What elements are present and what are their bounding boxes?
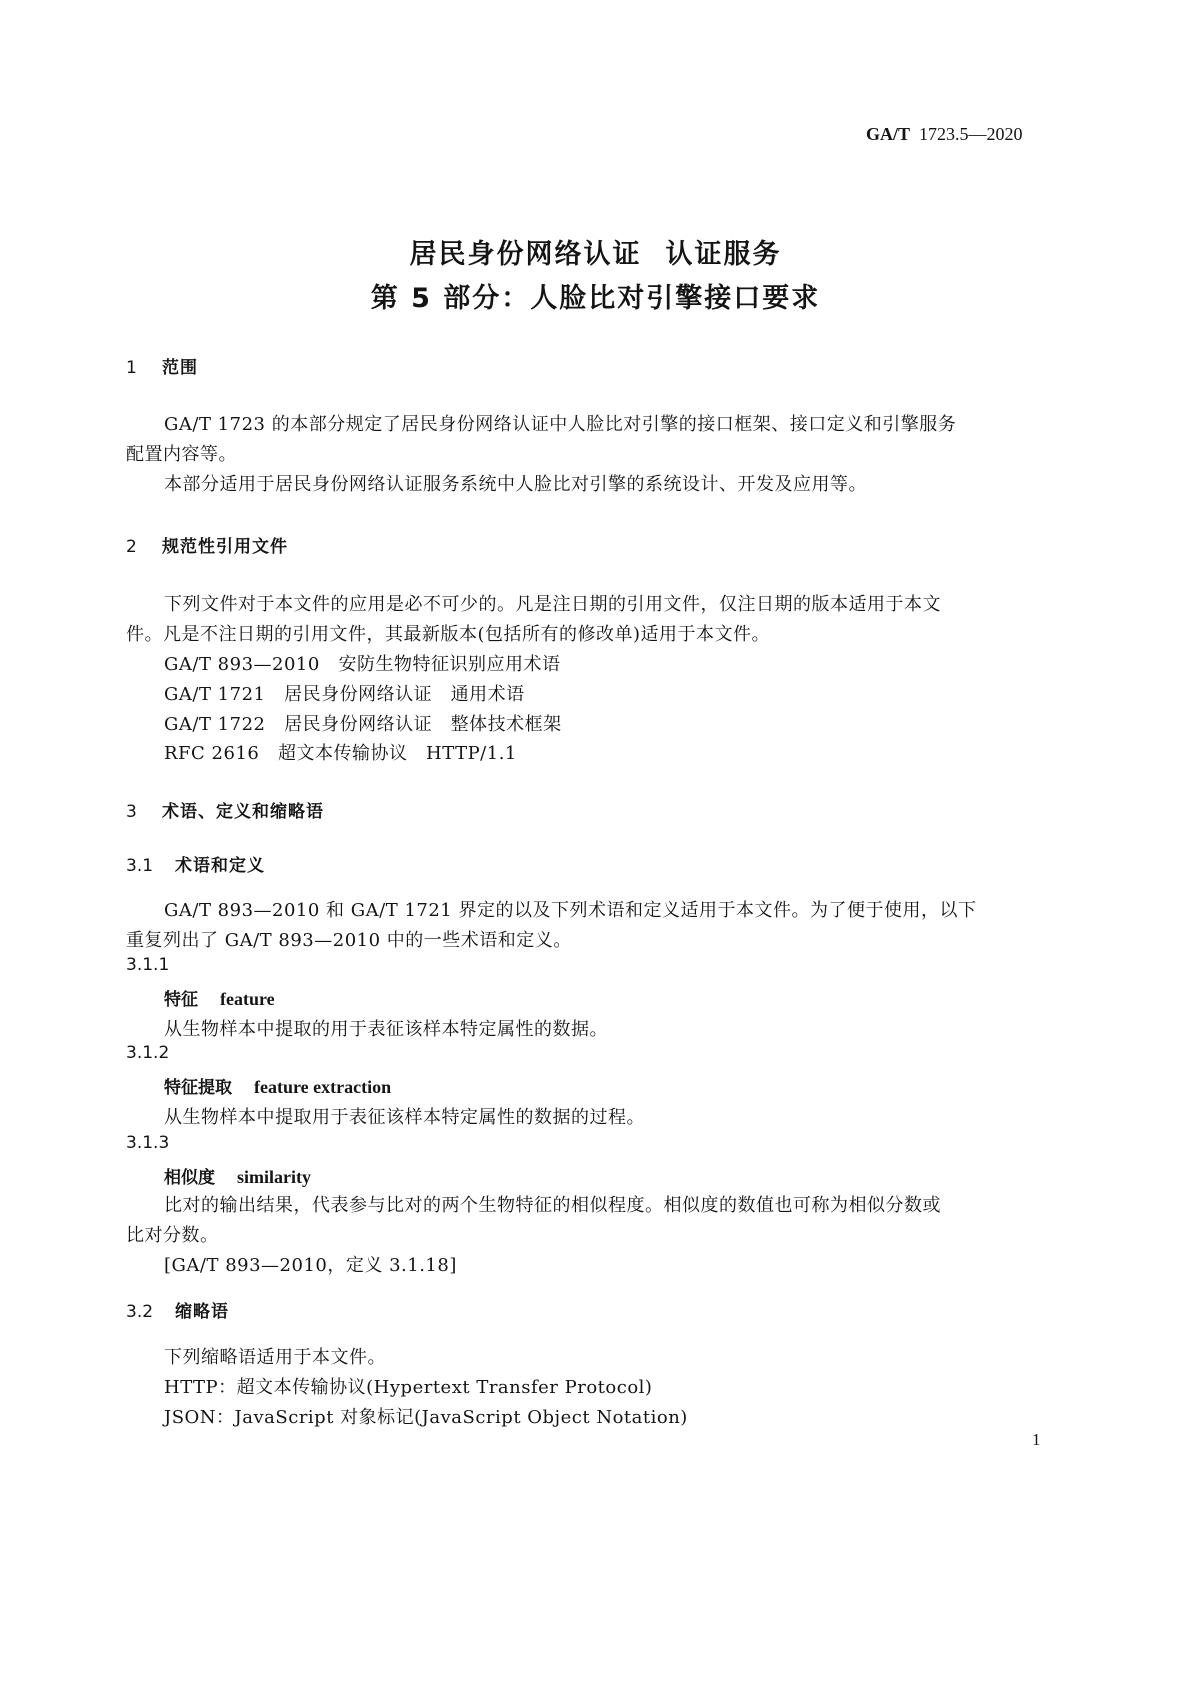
section-heading-2: 2 规范性引用文件 [126, 537, 288, 557]
abbreviation-item: HTTP：超文本传输协议(Hypertext Transfer Protocol) [164, 1377, 653, 1398]
reference-item: GA/T 893—2010 安防生物特征识别应用术语 [164, 654, 561, 675]
term-number: 3.1.2 [126, 1043, 170, 1063]
reference-item: GA/T 1722 居民身份网络认证 整体技术框架 [164, 714, 562, 735]
term-definition: 从生物样本中提取用于表征该样本特定属性的数据的过程。 [164, 1107, 645, 1128]
paragraph: GA/T 893—2010 和 GA/T 1721 界定的以及下列术语和定义适用于本文件。为了便于使用，以下 [164, 900, 977, 921]
subsection-heading-3-2: 3.2 缩略语 [126, 1302, 229, 1322]
subsection-heading-3-1: 3.1 术语和定义 [126, 856, 265, 876]
term-name: 特征 feature [164, 989, 275, 1010]
paragraph: 配置内容等。 [126, 444, 237, 465]
document-title-line2: 第 5 部分：人脸比对引擎接口要求 [370, 283, 821, 314]
term-name: 相似度 similarity [164, 1167, 311, 1188]
reference-item: GA/T 1721 居民身份网络认证 通用术语 [164, 684, 525, 705]
paragraph: 重复列出了 GA/T 893—2010 中的一些术语和定义。 [126, 930, 572, 951]
document-title-line1: 居民身份网络认证 认证服务 [409, 239, 782, 270]
paragraph: 本部分适用于居民身份网络认证服务系统中人脸比对引擎的系统设计、开发及应用等。 [164, 474, 867, 495]
page-number: 1 [1032, 1430, 1041, 1449]
term-source: [GA/T 893—2010，定义 3.1.18] [164, 1255, 457, 1276]
section-heading-3: 3 术语、定义和缩略语 [126, 802, 324, 822]
standard-number: GA/T 1723.5—2020 [866, 124, 1023, 144]
paragraph: 下列文件对于本文件的应用是必不可少的。凡是注日期的引用文件，仅注日期的版本适用于本文 [164, 594, 941, 615]
term-definition: 比对的输出结果，代表参与比对的两个生物特征的相似程度。相似度的数值也可称为相似分数或 [164, 1195, 941, 1216]
term-definition: 比对分数。 [126, 1225, 219, 1246]
reference-item: RFC 2616 超文本传输协议 HTTP/1.1 [164, 743, 517, 764]
section-heading-1: 1 范围 [126, 358, 198, 378]
paragraph: 件。凡是不注日期的引用文件，其最新版本(包括所有的修改单)适用于本文件。 [126, 624, 771, 645]
term-number: 3.1.3 [126, 1133, 170, 1153]
term-number: 3.1.1 [126, 955, 170, 975]
abbreviation-item: JSON：JavaScript 对象标记(JavaScript Object Notation) [164, 1407, 688, 1428]
paragraph: 下列缩略语适用于本文件。 [164, 1347, 386, 1368]
term-name: 特征提取 feature extraction [164, 1077, 392, 1098]
paragraph: GA/T 1723 的本部分规定了居民身份网络认证中人脸比对引擎的接口框架、接口定义和引擎服务 [164, 414, 957, 435]
term-definition: 从生物样本中提取的用于表征该样本特定属性的数据。 [164, 1019, 608, 1040]
